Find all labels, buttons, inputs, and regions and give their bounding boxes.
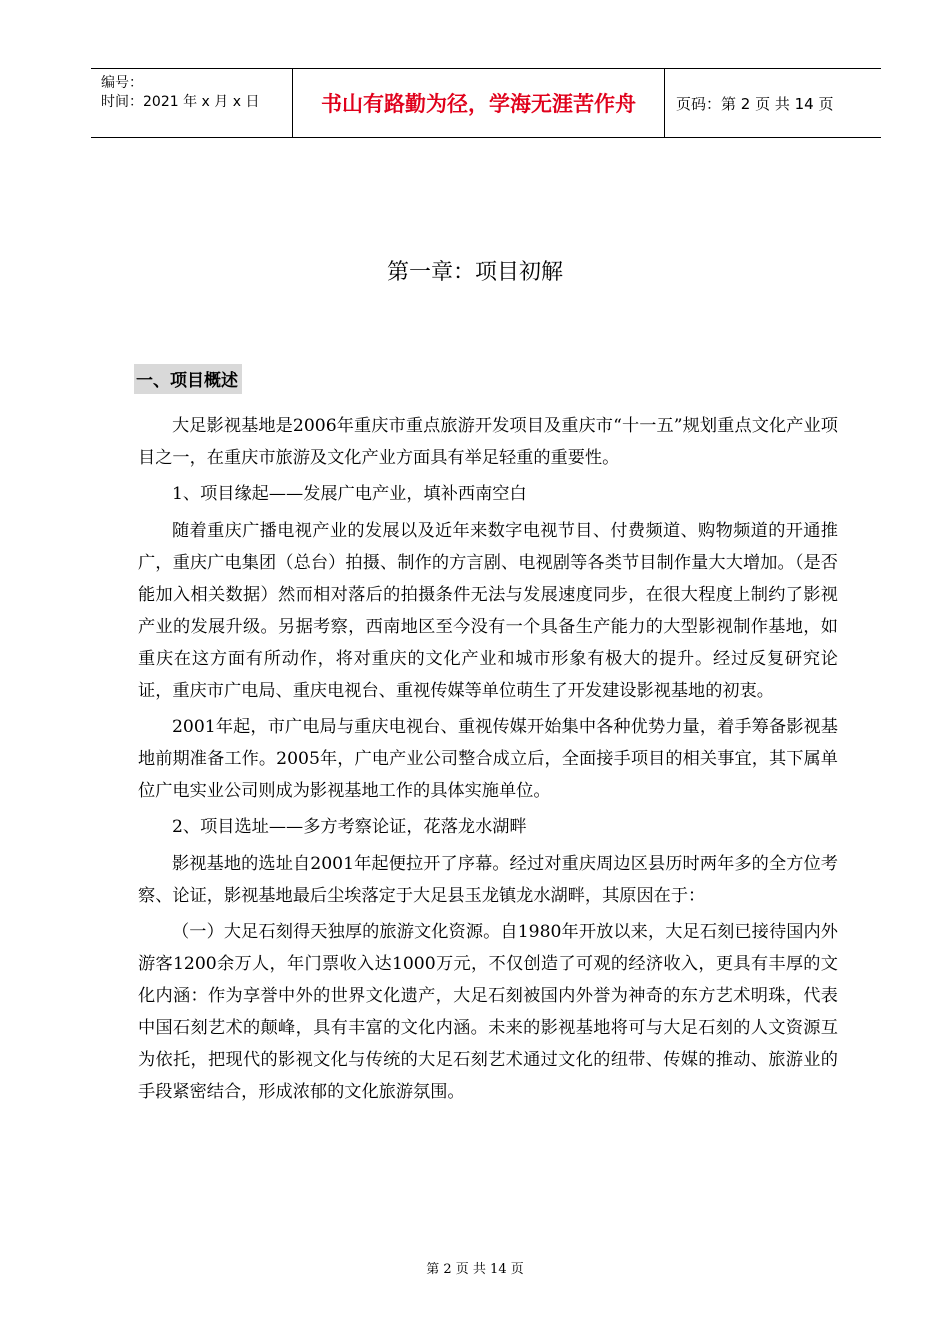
document-time-label: 时间：2021 年 x 月 x 日 xyxy=(101,94,260,110)
header-meta xyxy=(91,69,292,137)
paragraph: 2001年起，市广电局与重庆电视台、重视传媒开始集中各种优势力量，着手筹备影视基地前期准备工作。2005年，广电产业公司整合成立后，全面接手项目的相关事宜，其下属单位广电实业公司则成为影视基地工作的具体实施单位。 xyxy=(138,717,838,801)
page-footer: 第 2 页 共 14 页 xyxy=(426,1262,524,1277)
page-header xyxy=(91,68,881,138)
header-page-number: 页码：第 2 页 共 14 页 xyxy=(676,94,834,113)
section-title: 一、项目概述 xyxy=(134,364,242,394)
document-body xyxy=(138,410,838,1112)
header-motto: 书山有路勤为径，学海无涯苦作舟 xyxy=(321,92,636,116)
header-divider xyxy=(664,69,665,137)
paragraph: 影视基地的选址自2001年起便拉开了序幕。经过对重庆周边区县历时两年多的全方位考察、论证，影视基地最后尘埃落定于大足县玉龙镇龙水湖畔，其原因在于： xyxy=(138,854,838,906)
paragraph: 大足影视基地是2006年重庆市重点旅游开发项目及重庆市“十一五”规划重点文化产业项目之一，在重庆市旅游及文化产业方面具有举足轻重的重要性。 xyxy=(138,416,838,468)
subheading: 1、项目缘起——发展广电产业，填补西南空白 xyxy=(172,484,527,504)
document-number-label: 编号： xyxy=(101,75,143,91)
paragraph: 随着重庆广播电视产业的发展以及近年来数字电视节目、付费频道、购物频道的开通推广，重庆广电集团（总台）拍摄、制作的方言剧、电视剧等各类节目制作量大大增加。（是否能加入相关数据）然而相对落后的拍摄条件无法与发展速度同步，在很大程度上制约了影视产业的发展升级。另据考察，西南地区至今没有一个具备生产能力的大型影视制作基地，如重庆在这方面有所动作，将对重庆的文化产业和城市形象有极大的提升。经过反复研究论证，重庆市广电局、重庆电视台、重视传媒等单位萌生了开发建设影视基地的初衷。 xyxy=(138,521,838,701)
header-motto-cell xyxy=(293,69,664,137)
chapter-title: 第一章：项目初解 xyxy=(386,260,563,285)
paragraph: （一）大足石刻得天独厚的旅游文化资源。自1980年开放以来，大足石刻已接待国内外游客1200余万人，年门票收入达1000万元，不仅创造了可观的经济收入，更具有丰厚的文化内涵：作为享誉中外的世界文化遗产，大足石刻被国内外誉为神奇的东方艺术明珠，代表中国石刻艺术的颠峰，具有丰富的文化内涵。未来的影视基地将可与大足石刻的人文资源互为依托，把现代的影视文化与传统的大足石刻艺术通过文化的纽带、传媒的推动、旅游业的手段紧密结合，形成浓郁的文化旅游氛围。 xyxy=(138,922,838,1102)
header-page-cell xyxy=(676,69,833,137)
subheading: 2、项目选址——多方考察论证，花落龙水湖畔 xyxy=(172,817,527,837)
